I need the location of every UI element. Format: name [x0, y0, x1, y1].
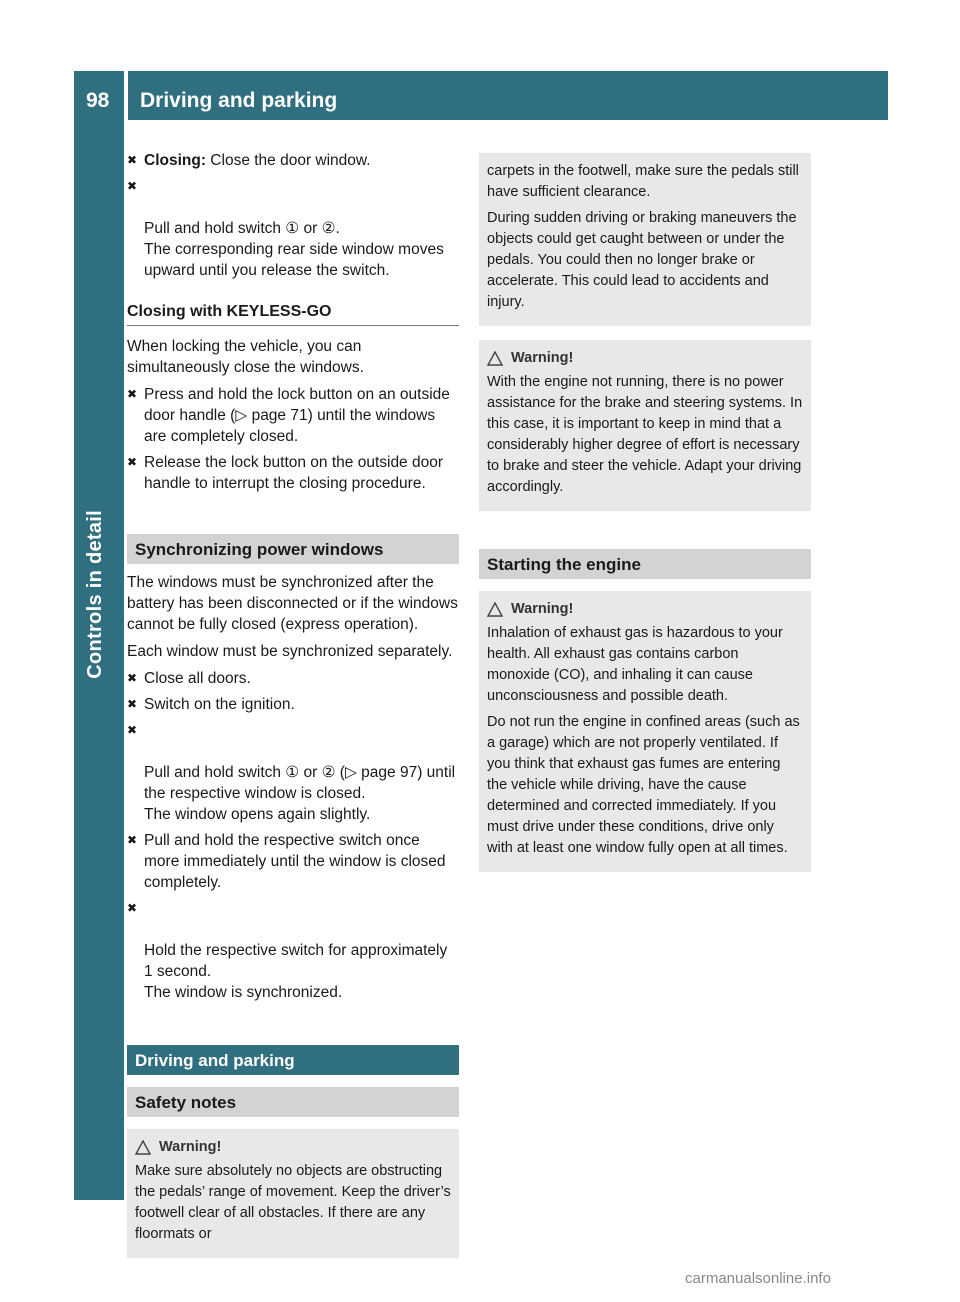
warning-title-text: Warning!	[511, 350, 574, 366]
warning-text: During sudden driving or braking maneuvers the objects could get caught between or under the pedals. You could then no longer brake or accelerate. This could lead to accidents and injury.	[487, 210, 797, 310]
arrow-icon: ✖	[127, 723, 138, 737]
warning-title	[135, 1137, 451, 1158]
sync-step	[127, 898, 459, 1003]
sync-paragraph: The windows must be synchronized after the battery has been disconnected or if the windows cannot be fully closed (express operation).	[127, 574, 458, 633]
step-text: Release the lock button on the outside door handle to interrupt the closing procedure.	[144, 454, 444, 492]
warning-text: Make sure absolutely no objects are obstructing the pedals’ range of movement. Keep the driver’s footwell clear of all obstacles. If there are any floormats or	[135, 1163, 451, 1242]
warning-triangle-icon	[487, 602, 503, 617]
sync-step	[127, 694, 459, 715]
starting-heading: Starting the engine	[479, 549, 811, 579]
arrow-icon: ✖	[127, 179, 138, 193]
arrow-icon: ✖	[127, 697, 138, 711]
warning-text: Do not run the engine in confined areas (such as a garage) which are not properly ventilated. If you think that exhaust gas fumes are entering the vehicle while driving, have the cause determined and corrected immediately. If you must drive under these conditions, drive only with at least one window fully open at all times.	[487, 714, 800, 856]
keyless-heading: Closing with KEYLESS-GO	[127, 301, 459, 326]
left-column	[127, 150, 459, 1272]
warning-title	[487, 599, 803, 620]
page-number: 98	[74, 71, 124, 120]
step-text: Close the door window.	[206, 152, 371, 169]
arrow-icon: ✖	[127, 455, 138, 469]
warning-title-text: Warning!	[511, 601, 574, 617]
warning-title-text: Warning!	[159, 1139, 222, 1155]
sync-step	[127, 668, 459, 689]
sync-step	[127, 830, 459, 893]
step-pull-switch	[127, 176, 459, 281]
warning-triangle-icon	[487, 351, 503, 366]
step-bold-label: Closing:	[144, 152, 206, 169]
watermark: carmanualsonline.info	[685, 1270, 831, 1287]
warning-title	[487, 348, 803, 369]
step-closing	[127, 150, 459, 171]
warning-triangle-icon	[135, 1140, 151, 1155]
step-text: Hold the respective switch for approximately 1 second. The window is synchronized.	[144, 942, 448, 1001]
warning-text: carpets in the footwell, make sure the pedals still have sufficient clearance.	[487, 163, 799, 200]
warning-box	[479, 591, 811, 872]
arrow-icon: ✖	[127, 387, 138, 401]
arrow-icon: ✖	[127, 153, 138, 167]
warning-text: With the engine not running, there is no power assistance for the brake and steering systems. In this case, it is important to keep in mind that a considerably higher degree of effort is necessary to brake and steer the vehicle. Adapt your driving accordingly.	[487, 374, 803, 495]
step-text: Switch on the ignition.	[144, 696, 295, 713]
keyless-step	[127, 384, 459, 447]
right-column	[479, 153, 811, 886]
page-header-title: Driving and parking	[128, 71, 888, 120]
safety-heading: Safety notes	[127, 1087, 459, 1117]
step-text: Close all doors.	[144, 670, 251, 687]
sync-step	[127, 720, 459, 825]
warning-box	[127, 1129, 459, 1258]
sync-heading: Synchronizing power windows	[127, 534, 459, 564]
side-tab-label: Controls in detail	[84, 510, 106, 679]
step-text: Pull and hold switch ① or ②. The corresponding rear side window moves upward until you release the switch.	[144, 220, 444, 279]
arrow-icon: ✖	[127, 671, 138, 685]
arrow-icon: ✖	[127, 901, 138, 915]
warning-text: Inhalation of exhaust gas is hazardous to your health. All exhaust gas contains carbon monoxide (CO), and inhaling it can cause unconsciousness and possible death.	[487, 625, 783, 704]
sync-paragraph: Each window must be synchronized separately.	[127, 643, 453, 660]
keyless-intro: When locking the vehicle, you can simultaneously close the windows.	[127, 338, 364, 376]
driving-heading: Driving and parking	[127, 1045, 459, 1075]
step-text: Press and hold the lock button on an outside door handle (▷ page 71) until the windows are completely closed.	[144, 386, 450, 445]
warning-box	[479, 340, 811, 511]
arrow-icon: ✖	[127, 833, 138, 847]
warning-box-continued	[479, 153, 811, 326]
keyless-step	[127, 452, 459, 494]
step-text: Pull and hold switch ① or ② (▷ page 97) until the respective window is closed. The window opens again slightly.	[144, 764, 456, 823]
step-text: Pull and hold the respective switch once more immediately until the window is closed completely.	[144, 832, 446, 891]
